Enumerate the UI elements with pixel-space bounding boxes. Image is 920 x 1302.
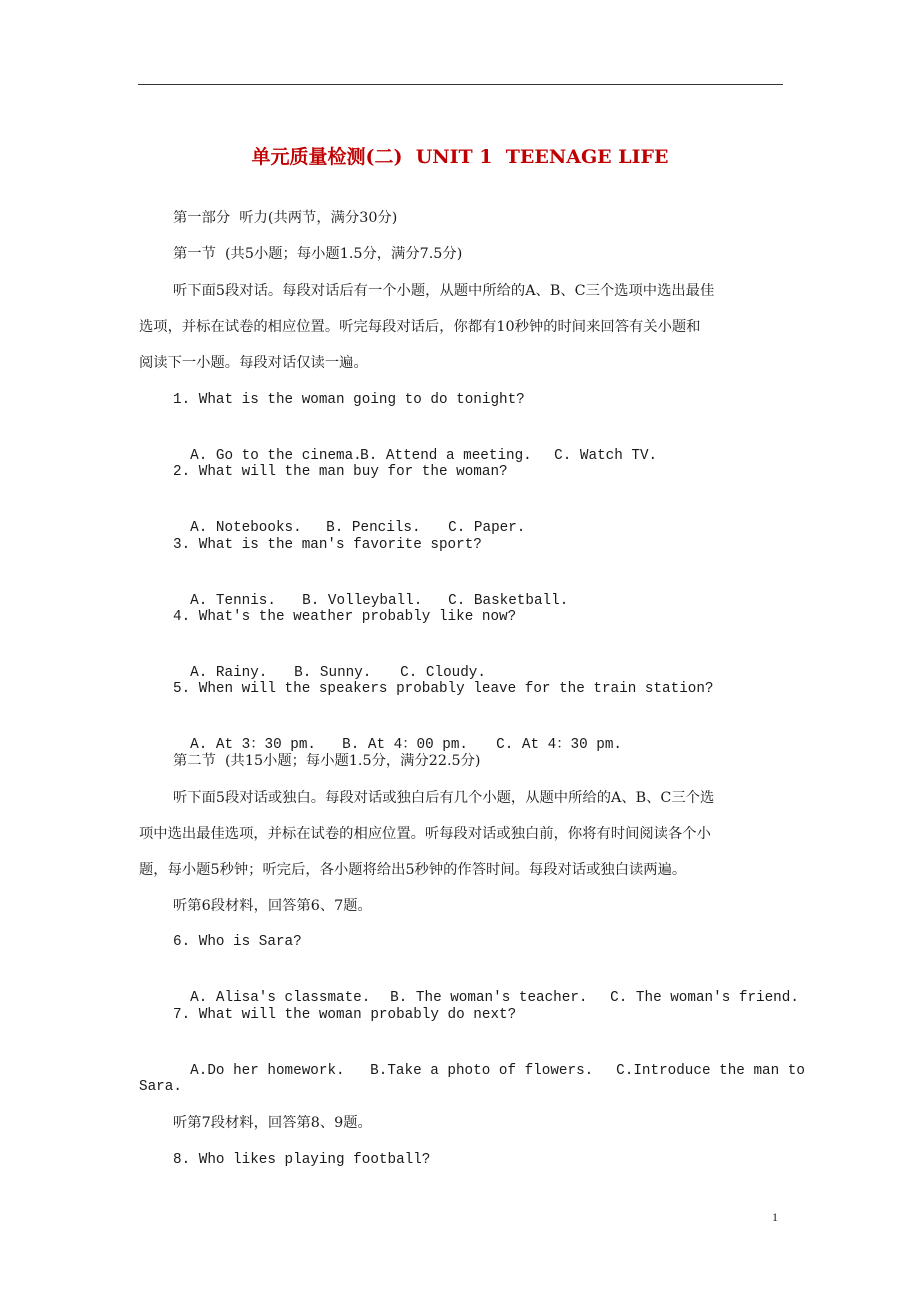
option-c: C.Introduce the man to (616, 1063, 805, 1079)
page-title: 单元质量检测(二) UNIT 1 TEENAGE LIFE (251, 146, 669, 168)
section-2-heading: 第二节 (共15小题；每小题1.5分，满分22.5分) (173, 753, 481, 769)
section-2-instructions-line-3: 题，每小题5秒钟；听完后，各小题将给出5秒钟的作答时间。每段对话或独白读两遍。 (139, 862, 687, 878)
option-b: B. Sunny. (294, 665, 372, 681)
option-a: A.Do her homework. (190, 1063, 345, 1079)
option-b: B.Take a photo of flowers. (370, 1063, 594, 1079)
option-c: C. The woman's friend. (610, 990, 799, 1006)
option-b: B. At 4：00 pm. (342, 737, 469, 753)
question-7: 7. What will the woman probably do next? (173, 1007, 517, 1023)
question-1: 1. What is the woman going to do tonight? (173, 392, 525, 408)
question-6: 6. Who is Sara? (173, 934, 302, 950)
header-rule (138, 84, 783, 85)
material-6-heading: 听第6段材料，回答第6、7题。 (173, 898, 372, 914)
section-2-instructions-line-1: 听下面5段对话或独白。每段对话或独白后有几个小题，从题中所给的A、B、C三个选 (173, 790, 715, 806)
question-5-options (173, 715, 622, 755)
option-b: B. Volleyball. (302, 593, 423, 609)
question-7-options (173, 1041, 805, 1081)
question-2-options (173, 498, 525, 538)
question-3-options (173, 571, 568, 611)
section-1-instructions-line-1: 听下面5段对话。每段对话后有一个小题，从题中所给的A、B、C三个选项中选出最佳 (173, 283, 715, 299)
option-c: C. Paper. (448, 520, 526, 536)
page-number: 1 (772, 1210, 778, 1224)
question-8: 8. Who likes playing football? (173, 1152, 431, 1168)
option-a: A. At 3：30 pm. (190, 737, 317, 753)
question-1-options (173, 426, 657, 466)
section-1-heading: 第一节 (共5小题；每小题1.5分，满分7.5分) (173, 246, 463, 262)
section-1-instructions-line-3: 阅读下一小题。每段对话仅读一遍。 (139, 355, 368, 371)
option-b: B. The woman's teacher. (390, 990, 588, 1006)
question-2: 2. What will the man buy for the woman? (173, 464, 508, 480)
option-c: C. Watch TV. (554, 448, 658, 464)
option-a: A. Rainy. (190, 665, 268, 681)
option-a: A. Go to the cinema. (190, 448, 362, 464)
option-a: A. Alisa's classmate. (190, 990, 371, 1006)
option-b: B. Pencils. (326, 520, 421, 536)
option-b: B. Attend a meeting. (360, 448, 532, 464)
question-7-option-c-continued: Sara. (139, 1079, 182, 1095)
material-7-heading: 听第7段材料，回答第8、9题。 (173, 1115, 372, 1131)
option-c: C. At 4：30 pm. (496, 737, 623, 753)
question-6-options (173, 968, 799, 1008)
option-a: A. Notebooks. (190, 520, 302, 536)
question-3: 3. What is the man's favorite sport? (173, 537, 482, 553)
option-c: C. Basketball. (448, 593, 569, 609)
option-a: A. Tennis. (190, 593, 276, 609)
question-4: 4. What's the weather probably like now? (173, 609, 517, 625)
section-2-instructions-line-2: 项中选出最佳选项，并标在试卷的相应位置。听每段对话或独白前，你将有时间阅读各个小 (139, 826, 711, 842)
option-c: C. Cloudy. (400, 665, 486, 681)
question-5: 5. When will the speakers probably leave for the train station? (173, 681, 714, 697)
question-4-options (173, 643, 486, 683)
part-heading: 第一部分 听力(共两节，满分30分) (173, 210, 398, 226)
section-1-instructions-line-2: 选项，并标在试卷的相应位置。听完每段对话后，你都有10秒钟的时间来回答有关小题和 (139, 319, 701, 335)
